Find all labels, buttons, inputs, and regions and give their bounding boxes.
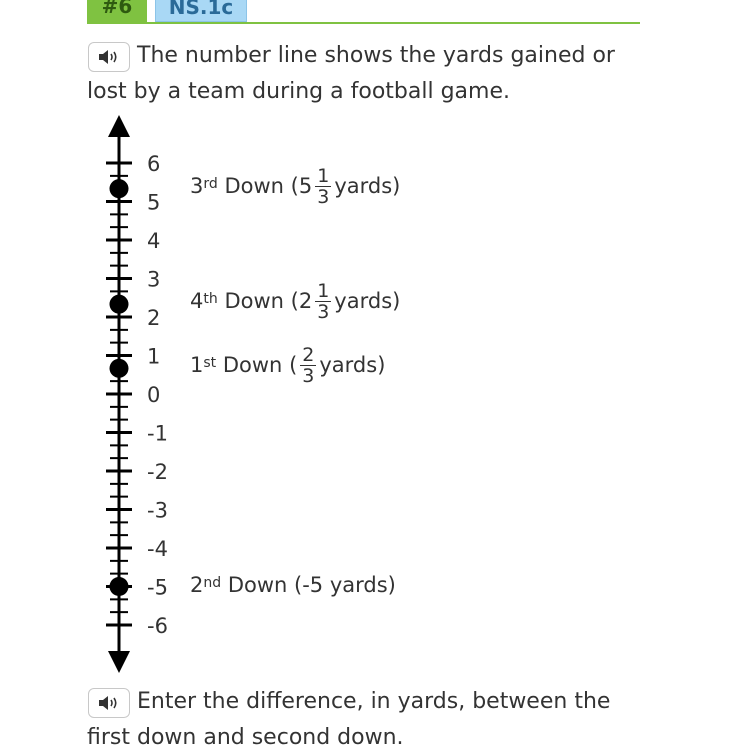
arrow-down-icon <box>108 651 130 673</box>
yards-unit: yards) <box>334 174 401 198</box>
data-point <box>110 179 129 198</box>
tick-label: 6 <box>147 152 161 176</box>
fraction-denominator: 3 <box>302 364 315 387</box>
ordinal-number: 3 <box>190 174 204 198</box>
yards-open: ( <box>289 353 298 377</box>
tick-label: -5 <box>147 575 168 600</box>
question-prompt <box>87 684 647 756</box>
tick-label: -1 <box>147 421 168 446</box>
data-point <box>110 577 129 596</box>
fraction <box>300 345 316 386</box>
tick-label: 1 <box>147 344 161 369</box>
tick-label: 5 <box>147 190 161 215</box>
prompt-text: The number line shows the yards gained or lost by a team during a football game. <box>87 43 615 104</box>
fourth-down-label: 4 $^{th}$ Down (2 $\frac{1}{3}$ yards) <box>190 279 401 323</box>
tick-label: -2 <box>147 460 168 484</box>
prompt-text: Enter the difference, in yards, between the first down and second down. <box>87 689 611 750</box>
tick-label: -4 <box>147 537 168 561</box>
third-down-label: 3 $^{rd}$ Down (5 $\frac{1}{3}$ yards) <box>190 164 401 208</box>
second-down-label: 2 $^{nd}$ Down (-5 yards) <box>190 573 396 597</box>
tick-label: -3 <box>147 498 168 523</box>
tick-label: 3 <box>147 267 161 292</box>
tick-label: 0 <box>147 383 161 407</box>
yards-unit: yards) <box>319 353 386 377</box>
down-word: Down <box>227 573 288 597</box>
standard-tag: NS.1c <box>155 0 247 22</box>
fraction <box>315 166 331 207</box>
data-point <box>110 295 129 314</box>
ordinal-number: 2 <box>190 573 204 597</box>
down-word: Down <box>224 174 284 198</box>
yards-whole: (2 <box>290 289 313 313</box>
fraction <box>315 281 331 322</box>
fraction-numerator: 1 <box>317 164 330 187</box>
arrow-up-icon <box>108 115 130 137</box>
data-point <box>110 359 129 378</box>
tick-label: -6 <box>147 614 168 638</box>
fraction-numerator: 1 <box>317 279 330 302</box>
yards-value: (-5 yards) <box>294 573 396 597</box>
ordinal-number: 4 <box>190 289 204 313</box>
fraction-numerator: 2 <box>302 343 315 366</box>
ordinal-number: 1 <box>190 353 204 377</box>
tick-label: 4 <box>147 229 161 253</box>
yards-unit: yards) <box>334 289 401 313</box>
fraction-denominator: 3 <box>317 185 330 208</box>
down-word: Down <box>222 353 283 377</box>
problem-number-tag: #6 <box>87 0 147 22</box>
yards-whole: (5 <box>290 174 313 198</box>
tick-label: 2 <box>147 306 161 330</box>
down-word: Down <box>224 289 284 313</box>
first-down-label: 1 $^{st}$ Down ( $\frac{2}{3}$ yards) <box>190 343 386 387</box>
fraction-denominator: 3 <box>317 300 330 323</box>
